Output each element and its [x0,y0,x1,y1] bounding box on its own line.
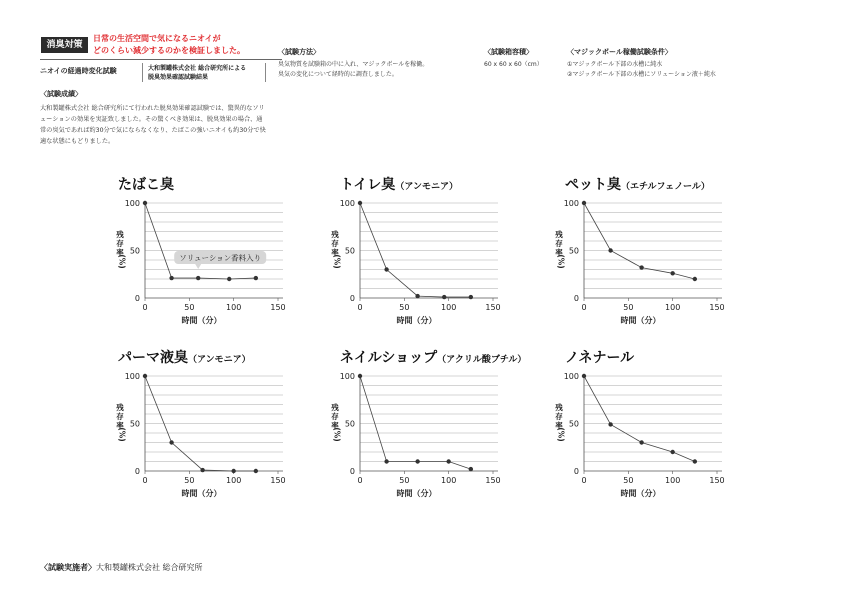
y-tick-label: 50 [129,419,140,429]
separator [265,63,266,82]
chart-title [340,347,526,367]
callout-text: ソリューション香料入り [179,253,262,263]
y-axis-label-char: 率 [555,248,563,257]
data-point [469,467,473,471]
results-title: 〈試験成績〉 [40,90,82,98]
y-axis-label-char: 残 [555,403,563,412]
x-tick-label: 100 [665,476,681,485]
data-point [169,276,173,280]
x-tick-label: 100 [665,303,681,312]
x-axis-label: 時間（分） [181,316,222,325]
data-point [639,440,643,444]
y-axis-label-char: 残 [116,230,124,239]
data-point [670,271,674,275]
x-tick-label: 0 [357,476,363,485]
data-point [608,248,612,252]
y-tick-label: 0 [134,467,140,476]
condition-line-2: ②マジックボール下部の水槽にソリューション液＋純水 [567,71,716,78]
y-axis-label [330,403,342,442]
results-line-2: ューションの効果を実証致しました。その驚くべき効果は、脱臭効果の場合、通 [40,116,263,123]
data-point [446,459,450,463]
x-tick-label: 150 [485,303,501,312]
condition-line-1: ①マジックボール下部の水槽に純水 [567,61,663,68]
results-line-3: 常の臭気であれば約30分で気にならなくなり、たばこの強いニオイも約30分で快 [40,127,266,134]
headline-line-1: 日常の生活空間で気になるニオイが [93,34,221,43]
data-point [582,201,586,205]
results-line-4: 適な状態にもどりました。 [40,138,115,145]
x-tick-label: 0 [357,303,363,312]
line-chart [564,368,734,503]
results-text [40,103,330,147]
data-point [254,276,258,280]
header-divider [40,59,282,60]
y-tick-label: 100 [124,199,140,208]
data-point [143,201,147,205]
callout [174,251,266,269]
x-tick-label: 150 [709,476,725,485]
x-tick-label: 150 [270,476,286,485]
y-tick-label: 100 [339,372,355,381]
box-volume-value: 60 x 60 x 60（cm） [484,61,543,68]
y-axis-label-char: 率 [331,248,339,257]
y-axis-label-char: 残 [555,230,563,239]
y-axis-label-char: 率 [555,421,563,430]
line-chart [125,195,295,330]
x-axis-label: 時間（分） [620,489,661,498]
y-tick-label: 100 [563,372,579,381]
y-axis-label [330,230,342,269]
footer-label: 〈試験実施者〉 [40,563,96,572]
x-tick-label: 0 [142,476,148,485]
y-axis-label-char: 残 [331,403,339,412]
footer-value: 大和製罐株式会社 総合研究所 [96,563,203,572]
x-tick-label: 100 [226,476,242,485]
y-tick-label: 100 [124,372,140,381]
data-point [227,277,231,281]
y-axis-label-char: 存 [555,412,563,421]
x-tick-label: 50 [623,476,634,485]
chart-title-main: ペット臭 [565,177,621,193]
x-axis-label: 時間（分） [181,489,222,498]
data-point [415,294,419,298]
y-axis-label [554,403,566,442]
line-chart [340,195,510,330]
chart-title [340,174,458,194]
y-axis-label-char: 率 [331,421,339,430]
x-tick-label: 50 [184,476,195,485]
data-point [358,201,362,205]
data-point [469,295,473,299]
y-tick-label: 0 [349,294,355,303]
y-tick-label: 50 [344,246,355,256]
x-tick-label: 100 [226,303,242,312]
y-tick-label: 0 [573,294,579,303]
aging-source [148,64,246,82]
data-point [384,459,388,463]
x-tick-label: 0 [581,476,587,485]
x-axis-label: 時間（分） [396,489,437,498]
method-title: 〈試験方法〉 [278,48,320,56]
y-axis-label-char: 存 [116,412,124,421]
y-axis-label-char: 残 [331,230,339,239]
data-point [608,422,612,426]
line-chart [564,195,734,330]
y-axis-label-char: 存 [331,412,339,421]
x-tick-label: 150 [270,303,286,312]
data-point [143,374,147,378]
y-tick-label: 0 [349,467,355,476]
callout-pointer [195,264,201,269]
y-axis-unit: (%) [556,427,566,442]
conditions-text [567,60,716,80]
line-chart [125,368,295,503]
data-point [196,276,200,280]
x-axis-label: 時間（分） [396,316,437,325]
y-axis-unit: (%) [556,254,566,269]
y-axis-label [554,230,566,269]
chart-title-main: トイレ臭 [340,177,396,193]
aging-source-line-2: 脱臭効果確認試験結果 [148,74,209,81]
x-tick-label: 150 [485,476,501,485]
x-tick-label: 0 [142,303,148,312]
chart-title-sub: （エチルフェノール） [621,182,710,192]
chart-title-sub: （アンモニア） [395,182,458,192]
data-point [200,468,204,472]
y-tick-label: 50 [568,419,579,429]
y-axis-label-char: 率 [116,248,124,257]
data-point [639,265,643,269]
data-point [582,374,586,378]
headline-line-2: どのくらい減少するのかを検証しました。 [93,46,245,55]
series-line [584,376,695,462]
line-chart [340,368,510,503]
headline [93,33,283,57]
data-point [358,374,362,378]
y-axis-label [115,403,127,442]
data-point [693,459,697,463]
data-point [231,469,235,473]
data-point [415,459,419,463]
series-line [360,376,471,469]
chart-title-sub: （アクリル酸ブチル） [437,355,527,365]
chart-title-main: パーマ液臭 [118,350,188,366]
y-axis-unit: (%) [332,427,342,442]
y-axis-unit: (%) [332,254,342,269]
chart-title-main: たばこ臭 [118,177,174,193]
x-tick-label: 100 [441,476,457,485]
y-tick-label: 50 [568,246,579,256]
y-tick-label: 100 [339,199,355,208]
y-axis-label-char: 率 [116,421,124,430]
method-line-2: 臭気の変化について経時的に調査しました。 [278,71,398,78]
data-point [169,440,173,444]
method-line-1: 臭気物質を試験箱の中に入れ、マジックボールを稼働。 [278,61,429,68]
x-tick-label: 50 [399,303,410,312]
data-point [670,450,674,454]
x-tick-label: 50 [623,303,634,312]
x-tick-label: 100 [441,303,457,312]
x-tick-label: 150 [709,303,725,312]
results-line-1: 大和製罐株式会社 総合研究所にて行われた脱臭効果確認試験では、驚異的なソリ [40,105,265,112]
y-axis-label-char: 存 [116,239,124,248]
y-axis-unit: (%) [117,254,127,269]
chart-title-main: ノネナール [565,350,635,366]
data-point [254,469,258,473]
series-line [360,203,471,297]
y-tick-label: 0 [573,467,579,476]
y-tick-label: 0 [134,294,140,303]
x-tick-label: 50 [399,476,410,485]
aging-source-line-1: 大和製罐株式会社 総合研究所による [148,65,247,72]
y-axis-label [115,230,127,269]
method-text [278,60,428,80]
aging-test-label: ニオイの経過時変化試験 [40,67,117,75]
data-point [384,267,388,271]
y-tick-label: 100 [563,199,579,208]
footer [40,562,203,573]
x-tick-label: 50 [184,303,195,312]
chart-title [118,174,174,194]
box-volume-title: 〈試験箱容積〉 [484,48,533,56]
data-point [693,277,697,281]
conditions-title: 〈マジックボール稼働試験条件〉 [567,48,672,56]
y-axis-label-char: 残 [116,403,124,412]
chart-title [565,174,710,194]
y-tick-label: 50 [344,419,355,429]
x-tick-label: 0 [581,303,587,312]
data-point [442,295,446,299]
x-axis-label: 時間（分） [620,316,661,325]
chart-title-main: ネイルショップ [340,350,438,366]
chart-title-sub: （アンモニア） [188,355,251,365]
y-axis-label-char: 存 [555,239,563,248]
chart-title [565,347,634,367]
chart-title [118,347,251,367]
y-tick-label: 50 [129,246,140,256]
separator [142,63,143,82]
y-axis-unit: (%) [117,427,127,442]
section-tag: 消臭対策 [41,37,88,53]
y-axis-label-char: 存 [331,239,339,248]
